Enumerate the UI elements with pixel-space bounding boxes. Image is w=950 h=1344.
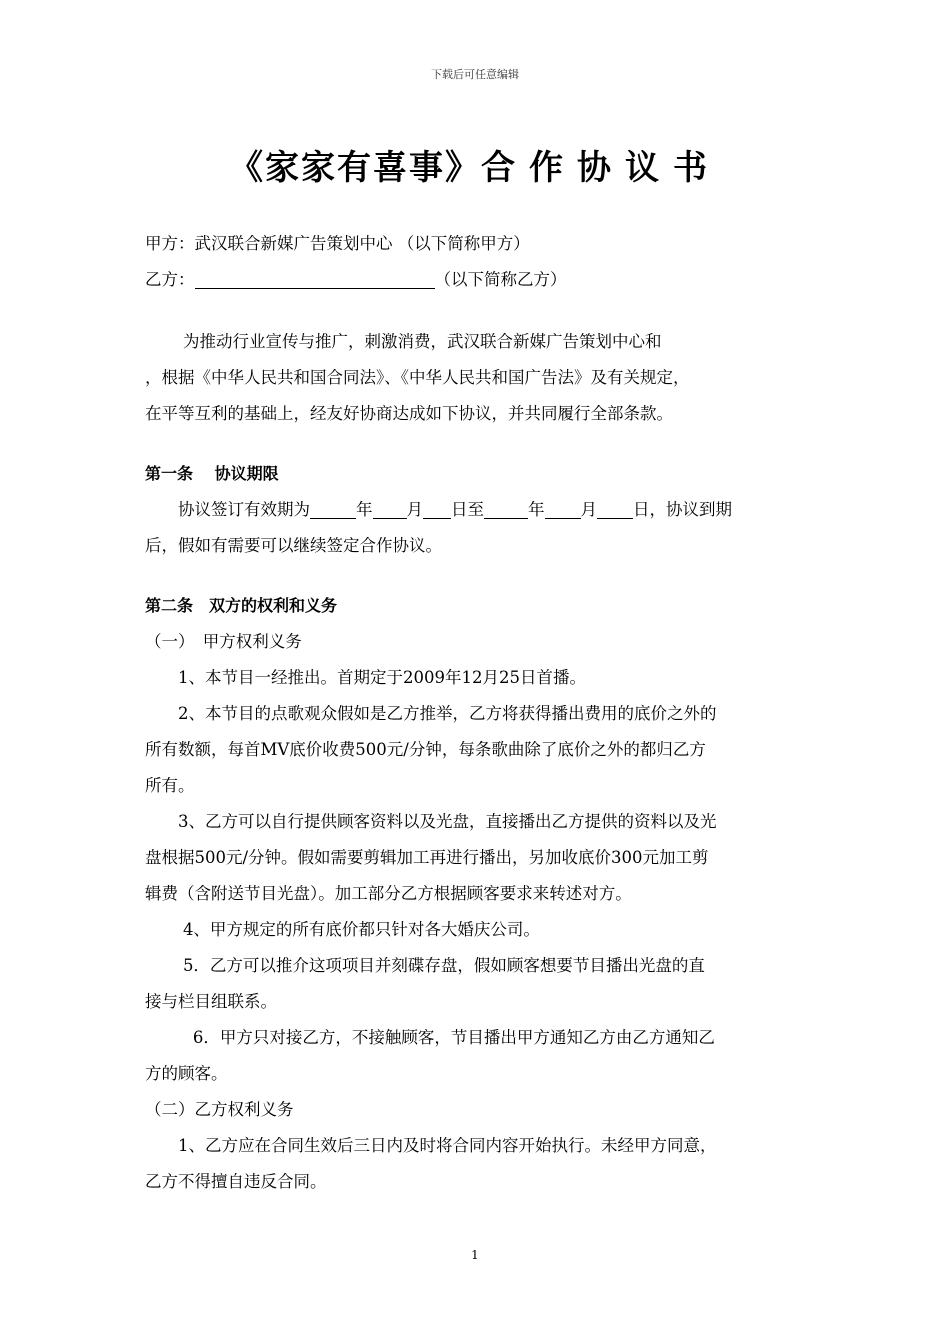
party-b-label: 乙方： xyxy=(145,270,195,289)
start-month-blank xyxy=(373,500,407,519)
end-day-blank xyxy=(597,500,633,519)
article-2-heading: 第二条 双方的权利和义务 xyxy=(145,596,338,615)
item-6-line-1: 6．甲方只对接乙方，不接触顾客，节目播出甲方通知乙方由乙方通知乙 xyxy=(192,1028,715,1047)
end-year-blank xyxy=(484,500,528,519)
party-b-blank xyxy=(195,270,435,289)
item-2-line-1: 2、本节目的点歌观众假如是乙方推举，乙方将获得播出费用的底价之外的 xyxy=(178,704,717,723)
section-party-a-duties: （一） 甲方权利义务 xyxy=(145,632,302,651)
title-program-name: 《家家有喜事》 xyxy=(229,148,481,188)
document-body xyxy=(145,226,807,1200)
item-3-line-1: 3、乙方可以自行提供顾客资料以及光盘，直接播出乙方提供的资料以及光 xyxy=(178,812,717,831)
preamble-line-1: 为推动行业宣传与推广，刺激消费，武汉联合新媒广告策划中心和 xyxy=(182,332,662,351)
item-6-line-2: 方的顾客。 xyxy=(145,1064,228,1083)
article-1-term-line: 协议签订有效期为 年 月 日至 年 月 日，协议到期 xyxy=(178,500,732,519)
start-day-blank xyxy=(423,500,451,519)
item-3-line-2: 盘根据500元/分钟。假如需要剪辑加工再进行播出，另加收底价300元加工剪 xyxy=(145,848,709,867)
b-item-1-line-2: 乙方不得擅自违反合同。 xyxy=(145,1172,327,1191)
item-5-line-1: 5．乙方可以推介这项项目并刻碟存盘，假如顾客想要节目播出光盘的直 xyxy=(182,956,705,975)
title-agreement: 合作协议书 xyxy=(481,148,721,188)
header-note: 下载后可任意编辑 xyxy=(431,68,519,81)
b-item-1-line-1: 1、乙方应在合同生效后三日内及时将合同内容开始执行。未经甲方同意， xyxy=(178,1136,717,1155)
article-1-heading: 第一条 协议期限 xyxy=(145,464,279,483)
party-b-suffix: （以下简称乙方） xyxy=(434,270,567,289)
item-1: 1、本节目一经推出。首期定于2009年12月25日首播。 xyxy=(178,668,586,687)
end-month-blank xyxy=(545,500,581,519)
party-a-line: 甲方：武汉联合新媒广告策划中心 （以下简称甲方） xyxy=(145,234,530,253)
item-2-line-3: 所有。 xyxy=(145,776,195,795)
item-2-line-2: 所有数额，每首MV底价收费500元/分钟，每条歌曲除了底价之外的都归乙方 xyxy=(145,740,706,759)
article-1-line-2: 后，假如有需要可以继续签定合作协议。 xyxy=(145,536,442,555)
section-party-b-duties: （二）乙方权利义务 xyxy=(145,1100,294,1119)
preamble-line-2: ，根据《中华人民共和国合同法》、《中华人民共和国广告法》及有关规定， xyxy=(145,368,690,387)
start-year-blank xyxy=(310,500,356,519)
item-4: 4、甲方规定的所有底价都只针对各大婚庆公司。 xyxy=(182,920,540,939)
preamble-line-3: 在平等互利的基础上，经友好协商达成如下协议，并共同履行全部条款。 xyxy=(145,404,673,423)
item-3-line-3: 辑费（含附送节目光盘）。加工部分乙方根据顾客要求来转述对方。 xyxy=(145,884,632,903)
page-number: 1 xyxy=(471,1248,479,1262)
party-b-line xyxy=(145,262,807,298)
document-title xyxy=(0,140,950,189)
item-5-line-2: 接与栏目组联系。 xyxy=(145,992,277,1011)
